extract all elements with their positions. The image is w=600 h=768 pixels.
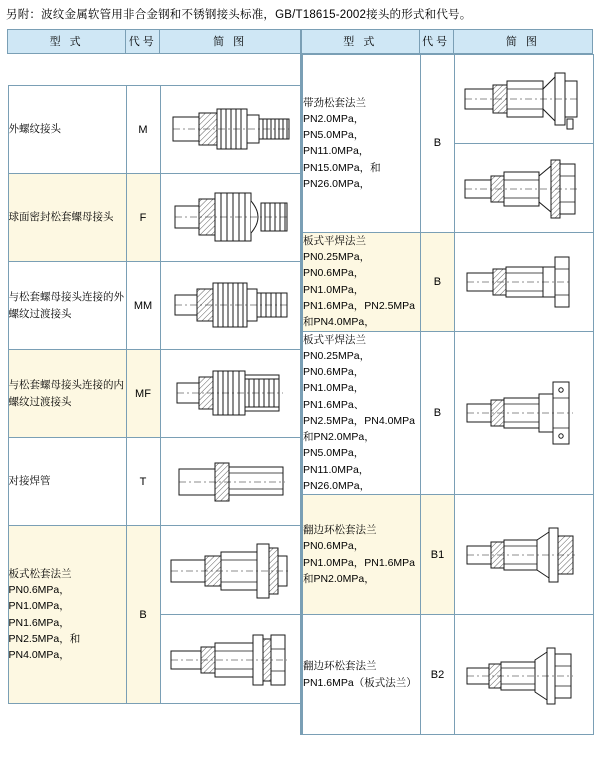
figure-cell (160, 438, 301, 526)
type-description (8, 438, 126, 526)
code-cell: B (420, 54, 454, 232)
figure-cell (160, 262, 301, 350)
code-cell: F (126, 174, 160, 262)
header-code-right: 代号 (419, 29, 453, 53)
figure-cell (454, 54, 593, 143)
type-line: 对接焊管 (8, 475, 51, 488)
code-cell: M (126, 86, 160, 174)
type-line: 板式松套法兰 (8, 567, 72, 580)
type-line: PN0.6MPa，PN1.0MPa，PN1.6MPa和PN2.0MPa， (302, 540, 416, 585)
page-caption: 另附：波纹金属软管用非合金钢和不锈钢接头标准，GB/T18615-2002接头的形式和代号。 (6, 9, 472, 21)
table-row (8, 86, 301, 174)
figure-cell (454, 143, 593, 232)
table-row (8, 262, 301, 350)
code-cell: B2 (420, 615, 454, 735)
spherical-seal-union-nut-diagram (161, 179, 301, 257)
header-type-right: 型 式 (301, 29, 419, 53)
type-description (302, 232, 420, 331)
type-description (8, 350, 126, 438)
type-description (8, 262, 126, 350)
type-line: 板式平焊法兰 (302, 333, 366, 346)
table-row (8, 526, 301, 615)
plate-slip-on-welding-flange-hp-diagram (455, 364, 593, 462)
figure-cell (160, 86, 301, 174)
table-row (302, 331, 593, 495)
type-line: PN2.0MPa，PN5.0MPa，PN11.0MPa，PN15.0MPa，和PN26.0MPa， (302, 112, 381, 190)
header-code-left: 代号 (126, 29, 160, 53)
type-description (302, 495, 420, 615)
header-figure-right: 简 图 (453, 29, 592, 53)
type-description (302, 331, 420, 495)
flanged-ring-lap-joint-plate-diagram (455, 626, 593, 724)
figure-cell (454, 331, 593, 495)
code-cell: T (126, 438, 160, 526)
male-thread-transition-diagram (161, 267, 301, 345)
type-line: 与松套螺母接头连接的内螺纹过渡接头 (8, 379, 124, 408)
table-row (302, 232, 593, 331)
table-columns-row (8, 53, 593, 735)
type-line: 外螺纹接头 (8, 123, 61, 136)
type-description (8, 174, 126, 262)
header-figure-left: 简 图 (160, 29, 301, 53)
type-description (8, 86, 126, 174)
code-cell: MF (126, 350, 160, 438)
plate-slip-on-welding-flange-diagram (455, 245, 593, 319)
male-thread-fitting-diagram (161, 91, 301, 169)
figure-cell (160, 615, 301, 704)
type-description (302, 54, 420, 232)
type-line: PN0.25MPa，PN0.6MPa，PN1.0MPa，PN1.6MPa，PN2.5MPa和PN4.0MPa， (302, 251, 416, 329)
type-line: 球面密封松套螺母接头 (8, 211, 114, 224)
flanged-ring-lap-joint-diagram (455, 506, 593, 604)
plate-lap-joint-flange-diagram (161, 615, 301, 703)
figure-cell (454, 495, 593, 615)
figure-cell (160, 526, 301, 615)
table-row (8, 350, 301, 438)
code-cell: B (126, 526, 160, 704)
figure-cell (160, 174, 301, 262)
type-description (8, 526, 126, 704)
type-line: 板式平焊法兰 (302, 234, 366, 247)
table-row (8, 174, 301, 262)
table-row (302, 54, 593, 143)
code-cell: MM (126, 262, 160, 350)
figure-cell (454, 232, 593, 331)
table-body (8, 53, 593, 735)
figure-cell (160, 350, 301, 438)
figure-cell (454, 615, 593, 735)
code-cell: B (420, 331, 454, 495)
header-type-left: 型 式 (8, 29, 126, 53)
type-line: PN0.25MPa，PN0.6MPa，PN1.0MPa，PN1.6MPa、PN2.5MPa，PN4.0MPa和PN2.0MPa，PN5.0MPa，PN11.0MPa，PN26.0MPa， (302, 349, 416, 492)
table-row (302, 615, 593, 735)
plate-lap-joint-flange-diagram (161, 526, 301, 614)
fittings-table (7, 29, 593, 735)
table-row (8, 438, 301, 526)
ribbed-lap-joint-flange-diagram (455, 144, 593, 232)
type-line: 翻边环松套法兰 (302, 524, 377, 537)
type-line: 翻边环松套法兰 (302, 660, 377, 673)
type-line: PN1.6MPa（板式法兰） (302, 676, 417, 689)
type-line: PN0.6MPa，PN1.0MPa，PN1.6MPa，PN2.5MPa，和PN4.0MPa， (8, 584, 81, 662)
butt-weld-pipe-diagram (161, 443, 301, 521)
type-description (302, 615, 420, 735)
type-line: 带劲松套法兰 (302, 96, 366, 109)
table-row (302, 495, 593, 615)
code-cell: B (420, 232, 454, 331)
code-cell: B1 (420, 495, 454, 615)
female-thread-transition-diagram (161, 355, 301, 433)
ribbed-lap-joint-flange-diagram (455, 55, 593, 143)
table-header (8, 29, 593, 53)
type-line: 与松套螺母接头连接的外螺纹过渡接头 (8, 291, 124, 320)
